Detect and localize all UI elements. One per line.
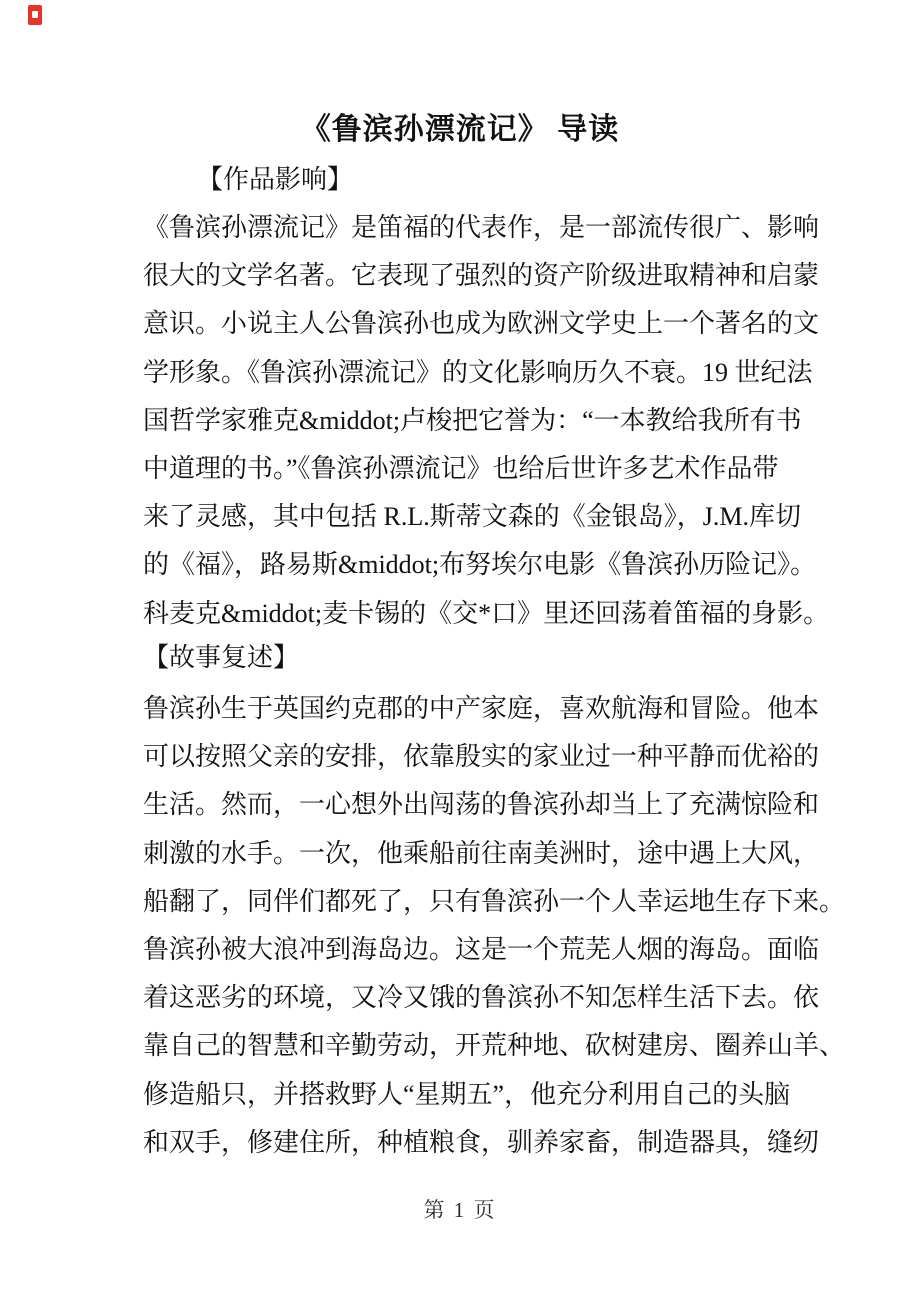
text-line: 很大的文学名著。它表现了强烈的资产阶级进取精神和启蒙 <box>143 261 820 291</box>
text-line: 鲁滨孙生于英国约克郡的中产家庭，喜欢航海和冒险。他本 <box>143 694 820 723</box>
text-line: 刺激的水手。一次，他乘船前往南美洲时，途中遇上大风， <box>143 838 820 868</box>
corner-logo-icon <box>28 5 42 25</box>
text-line: 着这恶劣的环境，又冷又饿的鲁滨孙不知怎样生活下去。依 <box>143 983 820 1013</box>
text-line: 《鲁滨孙漂流记》是笛福的代表作，是一部流传很广、影响 <box>143 213 820 242</box>
text-line: 意识。小说主人公鲁滨孙也成为欧洲文学史上一个著名的文 <box>143 309 820 339</box>
text-line: 学形象。《鲁滨孙漂流记》的文化影响历久不衰。19 世纪法 <box>143 357 813 387</box>
text-line: 的《福》，路易斯&middot;布努埃尔电影《鲁滨孙历险记》。 <box>143 550 817 580</box>
section-header-story: 【故事复述】 <box>143 643 300 672</box>
text-line: 中道理的书。”《鲁滨孙漂流记》也给后世许多艺术作品带 <box>143 453 779 483</box>
text-line: 修造船只，并搭救野人“星期五”，他充分利用自己的头脑 <box>143 1079 791 1109</box>
text-line: 可以按照父亲的安排，依靠殷实的家业过一种平静而优裕的 <box>143 742 820 772</box>
text-line: 船翻了，同伴们都死了，只有鲁滨孙一个人幸运地生存下来。 <box>143 886 846 916</box>
page-number: 第 1 页 <box>423 1198 497 1222</box>
text-line: 鲁滨孙被大浪冲到海岛边。这是一个荒芜人烟的海岛。面临 <box>143 934 820 964</box>
text-line: 国哲学家雅克&middot;卢梭把它誉为：“一本教给我所有书 <box>143 405 802 435</box>
section-header-influence: 【作品影响】 <box>197 165 354 194</box>
text-line: 生活。然而，一心想外出闯荡的鲁滨孙却当上了充满惊险和 <box>143 790 820 820</box>
paragraph-influence <box>143 204 829 638</box>
text-line: 和双手，修建住所，种植粮食，驯养家畜，制造器具，缝纫 <box>143 1127 820 1157</box>
paragraph-story <box>143 685 845 1167</box>
text-line: 靠自己的智慧和辛勤劳动，开荒种地、砍树建房、圈养山羊、 <box>143 1031 846 1061</box>
text-line: 来了灵感，其中包括 R.L.斯蒂文森的《金银岛》，J.M.库切 <box>143 502 801 532</box>
text-line: 科麦克&middot;麦卡锡的《交*口》里还回荡着笛福的身影。 <box>143 598 830 628</box>
page-title: 《鲁滨孙漂流记》 导读 <box>300 113 620 146</box>
